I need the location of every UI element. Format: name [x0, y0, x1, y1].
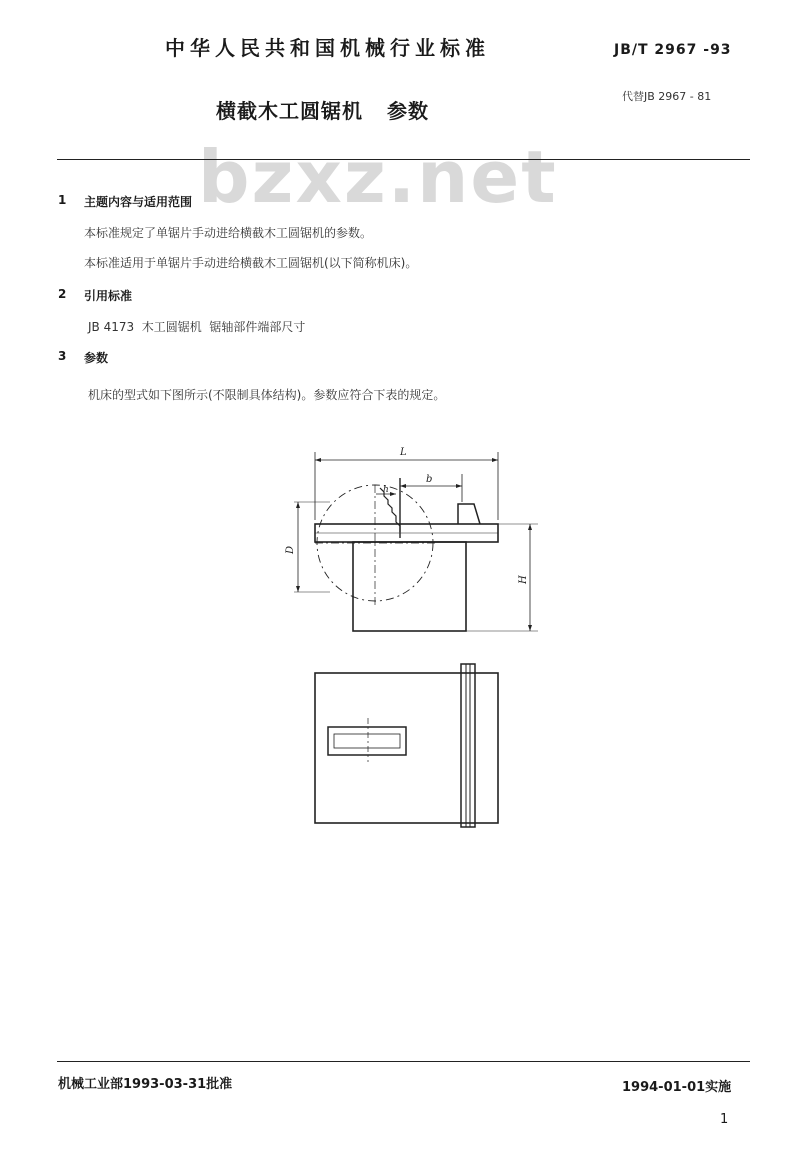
- document-title: [216, 95, 429, 124]
- approval-note: 机械工业部1993-03-31批准: [58, 1077, 233, 1092]
- section-1-para-1: 本标准规定了单锯片手动进给横截木工圆锯机的参数。: [84, 226, 373, 240]
- section-1-para-2: 本标准适用于单锯片手动进给横截木工圆锯机(以下简称机床)。: [84, 256, 418, 270]
- replaces-note: 代替JB 2967 - 81: [622, 90, 712, 103]
- title-sub: 参数: [387, 99, 429, 123]
- footer-rule: [57, 1061, 750, 1062]
- machine-body: [353, 542, 466, 631]
- standard-category: 中华人民共和国机械行业标准: [165, 36, 490, 60]
- effective-date: 1994-01-01实施: [622, 1080, 732, 1095]
- section-3-number: 3: [58, 349, 67, 363]
- watermark: bzxz.net: [198, 135, 558, 219]
- top-view: [315, 664, 498, 827]
- section-2-para-1: JB 4173 木工圆锯机 锯轴部件端部尺寸: [88, 320, 306, 334]
- standard-code: JB/T 2967 -93: [614, 42, 732, 58]
- page-number: 1: [720, 1112, 729, 1127]
- section-1-title: 主题内容与适用范围: [84, 195, 193, 209]
- header-rule: [57, 159, 750, 160]
- label-H: H: [518, 575, 529, 584]
- section-1-number: 1: [58, 193, 67, 207]
- label-h: h: [383, 485, 389, 495]
- machine-diagram: [285, 440, 570, 840]
- dimension-D: [294, 502, 330, 592]
- section-2-title: 引用标准: [84, 289, 133, 303]
- title-main: 横截木工圆锯机: [216, 99, 363, 123]
- section-3-title: 参数: [84, 351, 109, 365]
- label-b: b: [426, 474, 433, 485]
- fence: [458, 504, 480, 524]
- label-D: D: [285, 545, 296, 554]
- section-2-number: 2: [58, 287, 67, 301]
- section-3-para-1: 机床的型式如下图所示(不限制具体结构)。参数应符合下表的规定。: [88, 388, 446, 402]
- label-L: L: [400, 447, 407, 458]
